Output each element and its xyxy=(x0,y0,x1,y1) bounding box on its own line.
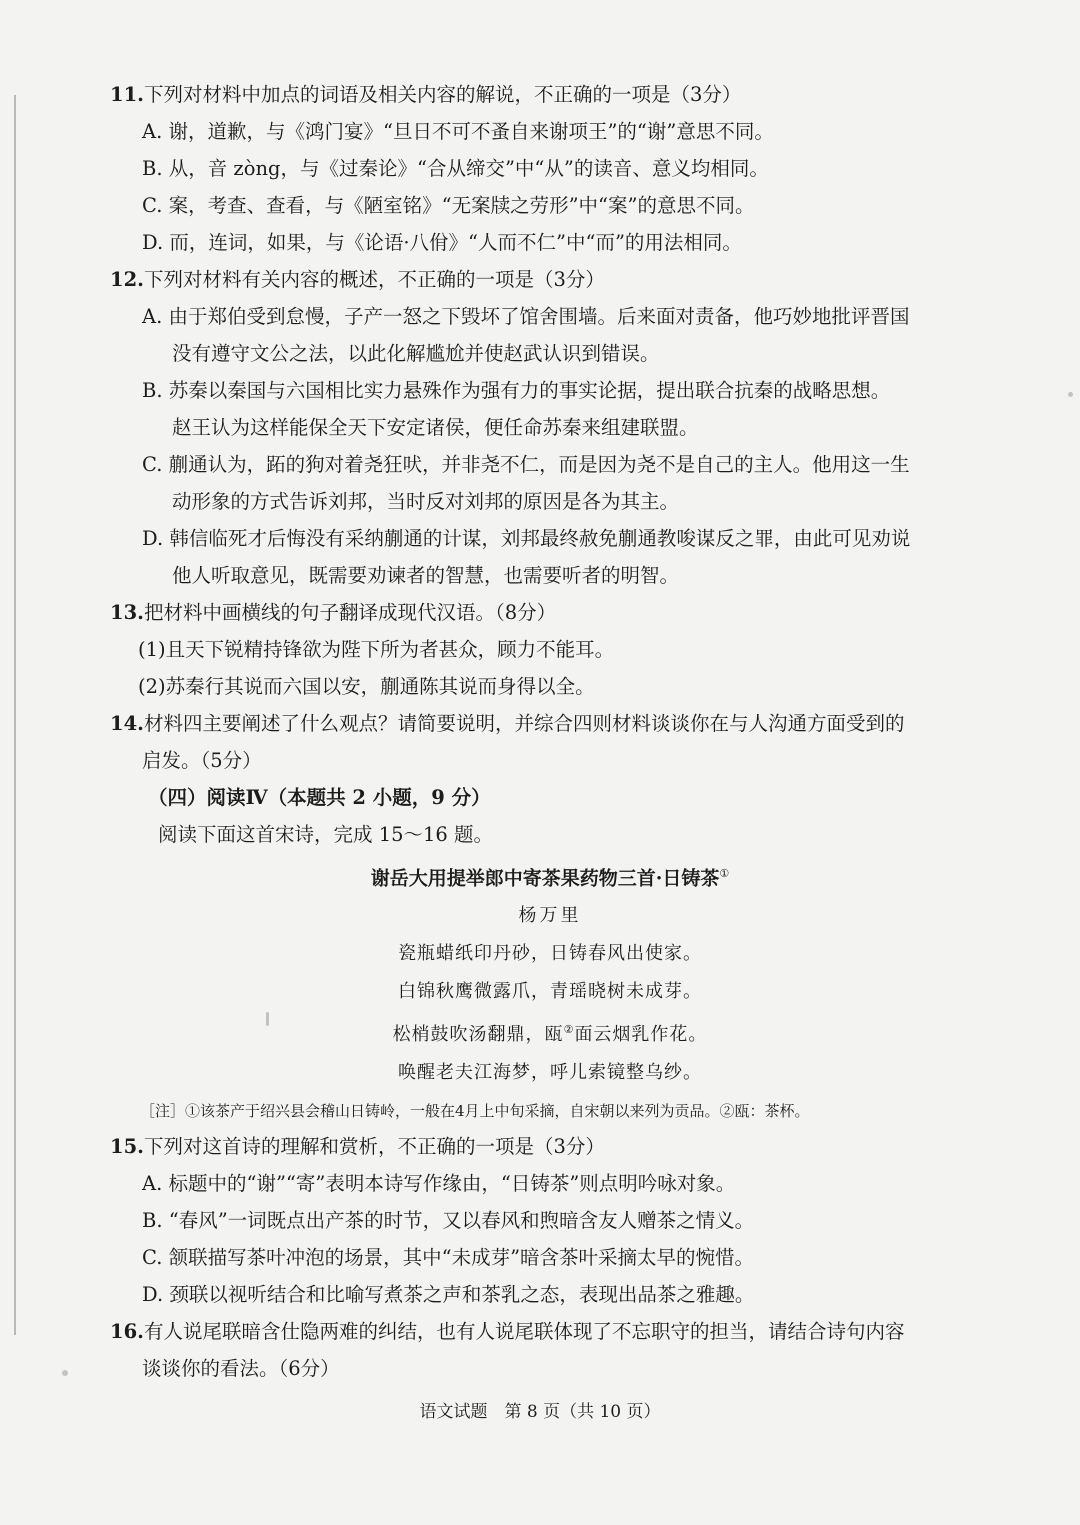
option-d: D. 颈联以视听结合和比喻写煮茶之声和茶乳之态，表现出品茶之雅趣。 xyxy=(142,1283,755,1307)
question-text: 下列对材料中加点的词语及相关内容的解说，不正确的一项是（3分） xyxy=(143,83,742,106)
page-footer: 语文试题 第 8 页（共 10 页） xyxy=(419,1402,661,1422)
question-16 xyxy=(110,1313,990,1387)
option-a: A. 标题中的“谢”“寄”表明本诗写作缘由，“日铸茶”则点明吟咏对象。 xyxy=(142,1172,736,1196)
question-14-stem xyxy=(110,705,990,742)
poem-line: 唤醒老夫江海梦，呼儿索镜整乌纱。 xyxy=(398,1062,702,1084)
question-13-stem xyxy=(110,594,990,631)
question-text: 有人说尾联暗含仕隐两难的纠结，也有人说尾联体现了不忘职守的担当，请结合诗句内容 xyxy=(143,1320,905,1344)
poem-title xyxy=(110,855,990,897)
option-b: B. 苏秦以秦国与六国相比实力悬殊作为强有力的事实论据，提出联合抗秦的战略思想。 xyxy=(142,379,891,402)
question-number: 11. xyxy=(110,83,144,106)
question-text: 下列对这首诗的理解和赏析，不正确的一项是（3分） xyxy=(143,1135,605,1159)
question-13 xyxy=(110,594,990,705)
poem-line-text: 面云烟乳作花。 xyxy=(574,1024,708,1046)
footnote-marker: ② xyxy=(563,1023,575,1037)
option-b-continued: 赵王认为这样能保全天下安定诸侯，便任命苏秦来组建联盟。 xyxy=(172,416,699,439)
question-number: 14. xyxy=(110,712,144,735)
question-15-stem xyxy=(110,1128,990,1165)
option-c: C. 案，考查、查看，与《陋室铭》“无案牍之劳形”中“案”的意思不同。 xyxy=(142,194,755,217)
question-text: 材料四主要阐述了什么观点？请简要说明，并综合四则材料谈谈你在与人沟通方面受到的 xyxy=(143,712,905,735)
footnote-marker: ① xyxy=(719,867,730,880)
option-a: A. 由于郑伯受到怠慢，子产一怒之下毁坏了馆舍围墙。后来面对责备，他巧妙地批评晋国 xyxy=(142,305,910,328)
exam-content xyxy=(110,76,990,1387)
question-number: 12. xyxy=(110,268,144,291)
poem-line: 白锦秋鹰微露爪，青瑶晓树未成芽。 xyxy=(398,981,702,1003)
option-c: C. 颔联描写茶叶冲泡的场景，其中“未成芽”暗含茶叶采摘太早的惋惜。 xyxy=(142,1246,755,1270)
option-a-continued: 没有遵守文公之法，以此化解尴尬并使赵武认识到错误。 xyxy=(172,342,660,365)
question-number: 15. xyxy=(110,1135,144,1159)
binding-margin-line xyxy=(14,95,16,1335)
question-text: 把材料中画横线的句子翻译成现代汉语。（8分） xyxy=(143,601,557,624)
question-16-stem-continued: 谈谈你的看法。（6分） xyxy=(142,1357,340,1381)
translation-item-1: (1)且天下锐精持锋欲为陛下所为者甚众，顾力不能耳。 xyxy=(138,638,615,661)
scan-speck xyxy=(62,1370,68,1376)
question-number: 16. xyxy=(110,1320,144,1344)
question-14 xyxy=(110,705,990,779)
poem-title-text: 谢岳大用提举郎中寄茶果药物三首·日铸茶 xyxy=(370,867,720,890)
option-a: A. 谢，道歉，与《鸿门宴》“旦日不可不蚤自来谢项王”的“谢”意思不同。 xyxy=(142,120,774,143)
question-16-stem xyxy=(110,1313,990,1350)
option-d-continued: 他人听取意见，既需要劝谏者的智慧，也需要听者的明智。 xyxy=(172,564,680,587)
section-instruction: 阅读下面这首宋诗，完成 15～16 题。 xyxy=(158,823,494,846)
option-c-continued: 动形象的方式告诉刘邦，当时反对刘邦的原因是各为其主。 xyxy=(172,490,680,513)
option-b: B. “春风”一词既点出产茶的时节，又以春风和煦暗含友人赠茶之情义。 xyxy=(142,1209,755,1233)
option-c: C. 蒯通认为，跖的狗对着尧狂吠，并非尧不仁，而是因为尧不是自己的主人。他用这一生 xyxy=(142,453,910,476)
question-text: 下列对材料有关内容的概述，不正确的一项是（3分） xyxy=(143,268,605,291)
question-15 xyxy=(110,1128,990,1313)
poem-line-text: 松梢鼓吹汤翻鼎，瓯 xyxy=(392,1024,564,1046)
poem-line: 瓷瓶蜡纸印丹砂，日铸春风出使家。 xyxy=(398,943,702,965)
option-d: D. 而，连词，如果，与《论语·八佾》“人而不仁”中“而”的用法相同。 xyxy=(142,231,742,254)
question-14-stem-continued: 启发。（5分） xyxy=(142,749,262,772)
scan-speck xyxy=(1068,392,1073,397)
option-b: B. 从，音 zòng，与《过秦论》“合从缔交”中“从”的读音、意义均相同。 xyxy=(142,157,769,180)
poem-line xyxy=(110,1011,990,1054)
question-11-stem xyxy=(110,76,990,113)
poem xyxy=(110,855,990,1128)
poem-author: 杨万里 xyxy=(518,905,582,927)
question-11 xyxy=(110,76,990,261)
translation-item-2: (2)苏秦行其说而六国以安，蒯通陈其说而身得以全。 xyxy=(138,675,595,698)
poem-footnote: ［注］①该茶产于绍兴县会稽山日铸岭，一般在4月上中旬采摘，自宋朝以来列为贡品。②瓯：茶杯。 xyxy=(140,1102,810,1121)
question-12 xyxy=(110,261,990,594)
section-heading: （四）阅读Ⅳ（本题共 2 小题，9 分） xyxy=(148,786,491,809)
option-d: D. 韩信临死才后悔没有采纳蒯通的计谋，刘邦最终赦免蒯通教唆谋反之罪，由此可见劝说 xyxy=(142,527,911,550)
question-12-stem xyxy=(110,261,990,298)
question-number: 13. xyxy=(110,601,144,624)
